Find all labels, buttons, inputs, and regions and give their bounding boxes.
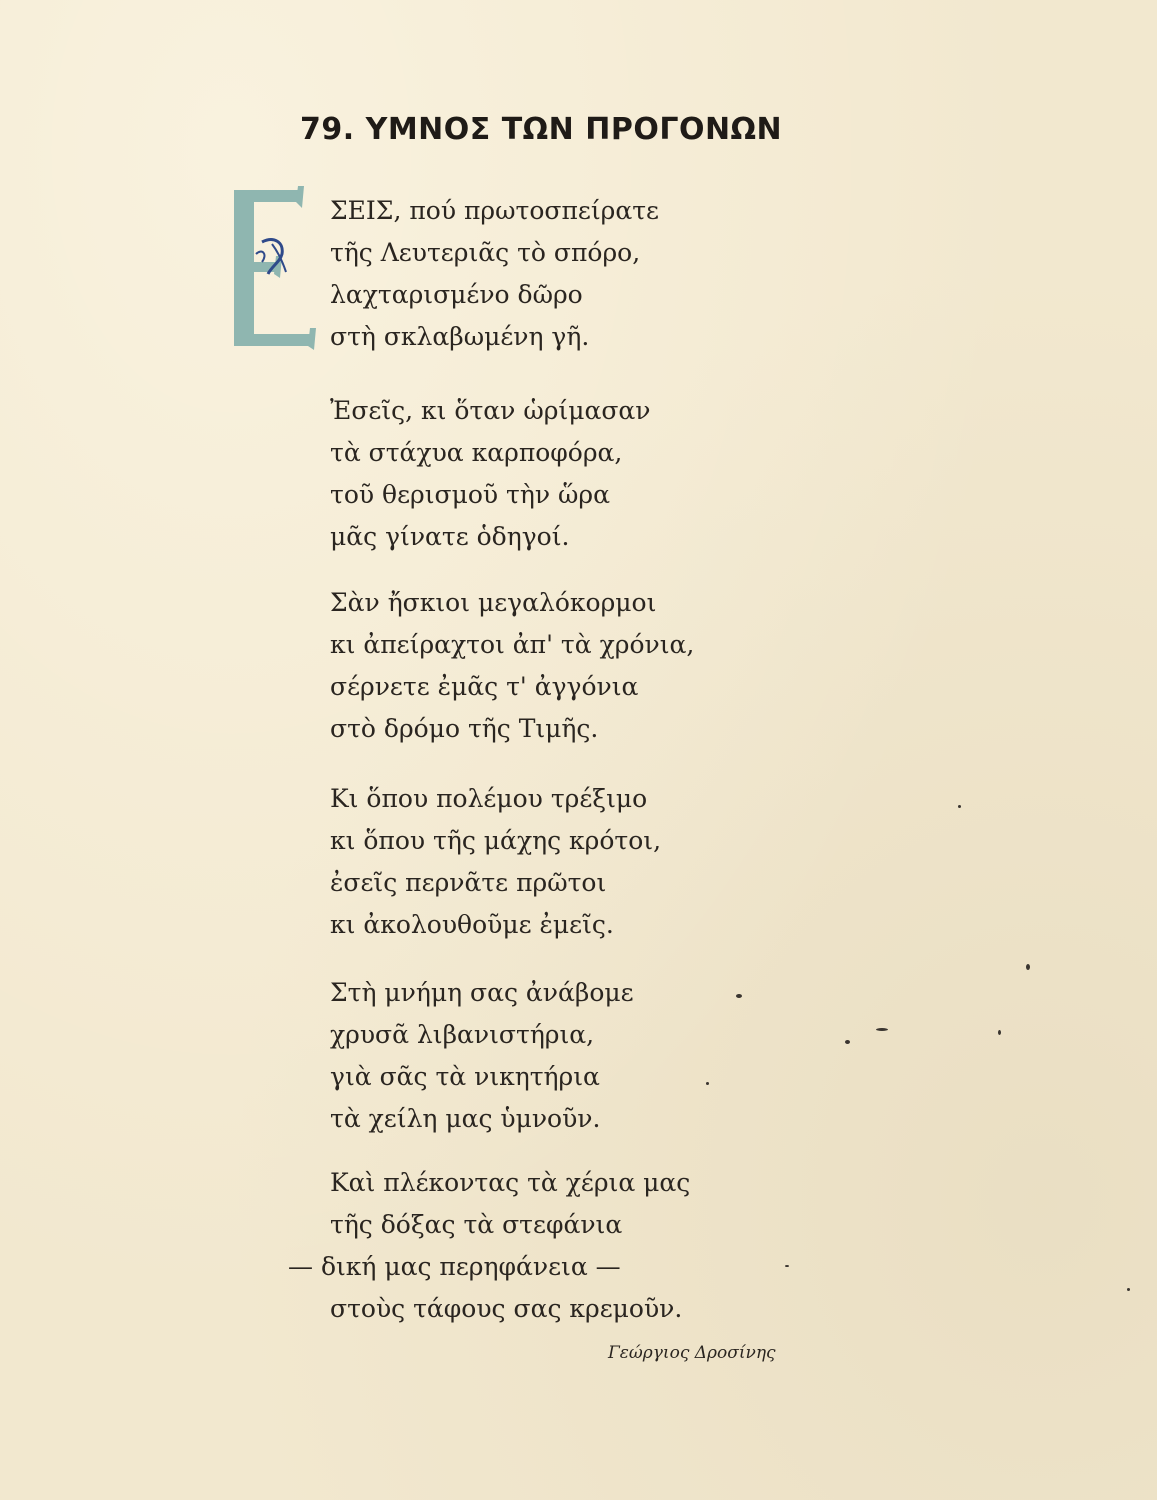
verse-line: στοὺς τάφους σας κρεμοῦν. [330, 1294, 683, 1323]
stanza-5 [330, 972, 634, 1140]
verse-line: τὰ στάχυα καρποφόρα, [330, 438, 623, 467]
verse-line: ἐσεῖς περνᾶτε πρῶτοι [330, 868, 607, 897]
verse-line: στὸ δρόμο τῆς Τιμῆς. [330, 714, 599, 743]
poem-title: 79. ΥΜΝΟΣ ΤΩΝ ΠΡΟΓΟΝΩΝ [300, 112, 783, 147]
stanza-1 [330, 190, 659, 358]
decorated-drop-cap-epsilon [232, 182, 316, 350]
verse-line: τοῦ θερισμοῦ τὴν ὥρα [330, 480, 610, 509]
speck [998, 1030, 1001, 1035]
verse-line: χρυσᾶ λιβανιστήρια, [330, 1020, 595, 1049]
speck [785, 1265, 789, 1267]
verse-line: λαχταρισμένο δῶρο [330, 280, 583, 309]
stanza-6 [288, 1162, 691, 1330]
stanza-2 [330, 390, 650, 558]
speck [1026, 964, 1030, 970]
verse-line: Καὶ πλέκοντας τὰ χέρια μας [330, 1168, 691, 1197]
speck [1127, 1288, 1130, 1291]
speck [845, 1040, 850, 1044]
verse-line: στὴ σκλαβωμένη γῆ. [330, 322, 590, 351]
verse-line: μᾶς γίνατε ὁδηγοί. [330, 522, 570, 551]
verse-line: τῆς δόξας τὰ στεφάνια [330, 1210, 623, 1239]
verse-line: — δική μας περηφάνεια — [288, 1252, 621, 1281]
verse-line: Κι ὅπου πολέμου τρέξιμο [330, 784, 648, 813]
verse-line: Ἐσεῖς, κι ὅταν ὡρίμασαν [330, 396, 651, 425]
author-signature: Γεώργιος Δροσίνης [608, 1343, 776, 1363]
stanza-4 [330, 778, 661, 946]
verse-line: γιὰ σᾶς τὰ νικητήρια [330, 1062, 600, 1091]
verse-line: ΣΕΙΣ, πού πρωτοσπείρατε [330, 196, 660, 225]
verse-line: κι ἀπείραχτοι ἀπ' τὰ χρόνια, [330, 630, 695, 659]
speck [706, 1082, 709, 1085]
verse-line: σέρνετε ἐμᾶς τ' ἀγγόνια [330, 672, 639, 701]
speck [876, 1028, 888, 1031]
speck [736, 994, 742, 998]
verse-line: κι ὅπου τῆς μάχης κρότοι, [330, 826, 662, 855]
verse-line: Σὰν ἤσκιοι μεγαλόκορμοι [330, 588, 657, 617]
speck [958, 805, 961, 808]
verse-line: τῆς Λευτεριᾶς τὸ σπόρο, [330, 238, 641, 267]
verse-line: τὰ χείλη μας ὑμνοῦν. [330, 1104, 601, 1133]
verse-line: κι ἀκολουθοῦμε ἐμεῖς. [330, 910, 614, 939]
verse-line: Στὴ μνήμη σας ἀνάβομε [330, 978, 634, 1007]
stanza-3 [330, 582, 694, 750]
